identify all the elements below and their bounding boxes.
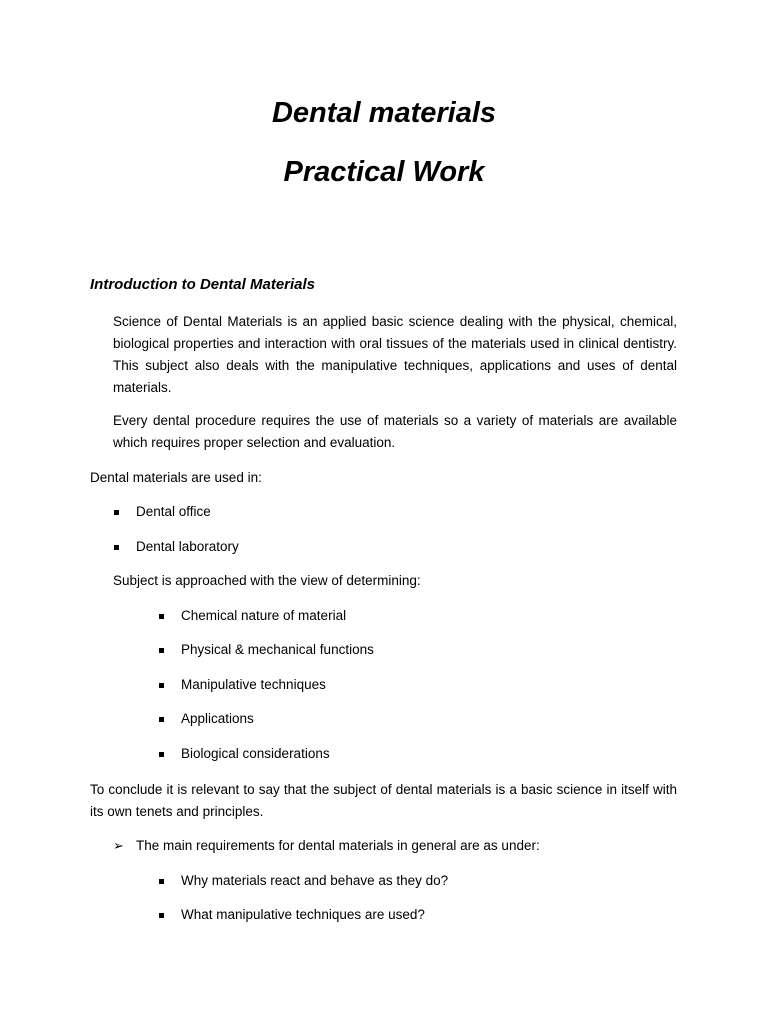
- document-title: Dental materials: [271, 97, 497, 129]
- list-item: What manipulative techniques are used?: [181, 907, 425, 922]
- list-item: Dental office: [136, 504, 211, 519]
- conclusion-paragraph: To conclude it is relevant to say that the subject of dental materials is a basic science in itself with its own tenets and principles.: [90, 782, 677, 819]
- procedure-paragraph: Every dental procedure requires the use of materials so a variety of materials are available which requires proper selection and evaluation.: [113, 413, 677, 450]
- list-item: Dental laboratory: [136, 539, 239, 554]
- bullet-icon: [159, 717, 164, 722]
- list-item: Chemical nature of material: [181, 608, 347, 623]
- bullet-icon: [159, 752, 164, 757]
- arrow-bullet-icon: ➢: [113, 838, 124, 853]
- approach-intro: Subject is approached with the view of determining:: [113, 573, 421, 588]
- bullet-icon: [159, 648, 164, 653]
- document-subtitle: Practical Work: [283, 156, 485, 188]
- bullet-icon: [159, 879, 164, 884]
- bullet-icon: [159, 614, 164, 619]
- intro-paragraph: Science of Dental Materials is an applied basic science dealing with the physical, chemical, biological properties and interaction with oral tissues of the materials used in clinical dentistry. This subject also deals with the manipulative techniques, applications and uses of dental materials.: [113, 314, 677, 395]
- used-in-intro: Dental materials are used in:: [90, 470, 262, 485]
- list-item: Manipulative techniques: [181, 677, 326, 692]
- list-item: Physical & mechanical functions: [181, 642, 374, 657]
- list-item: Applications: [181, 711, 254, 726]
- list-item: Biological considerations: [181, 746, 330, 761]
- bullet-icon: [159, 683, 164, 688]
- list-item: Why materials react and behave as they do?: [181, 873, 449, 888]
- bullet-icon: [114, 545, 119, 550]
- requirements-intro: The main requirements for dental materials in general are as under:: [136, 838, 540, 853]
- bullet-icon: [159, 913, 164, 918]
- section-heading: Introduction to Dental Materials: [90, 276, 316, 293]
- bullet-icon: [114, 510, 119, 515]
